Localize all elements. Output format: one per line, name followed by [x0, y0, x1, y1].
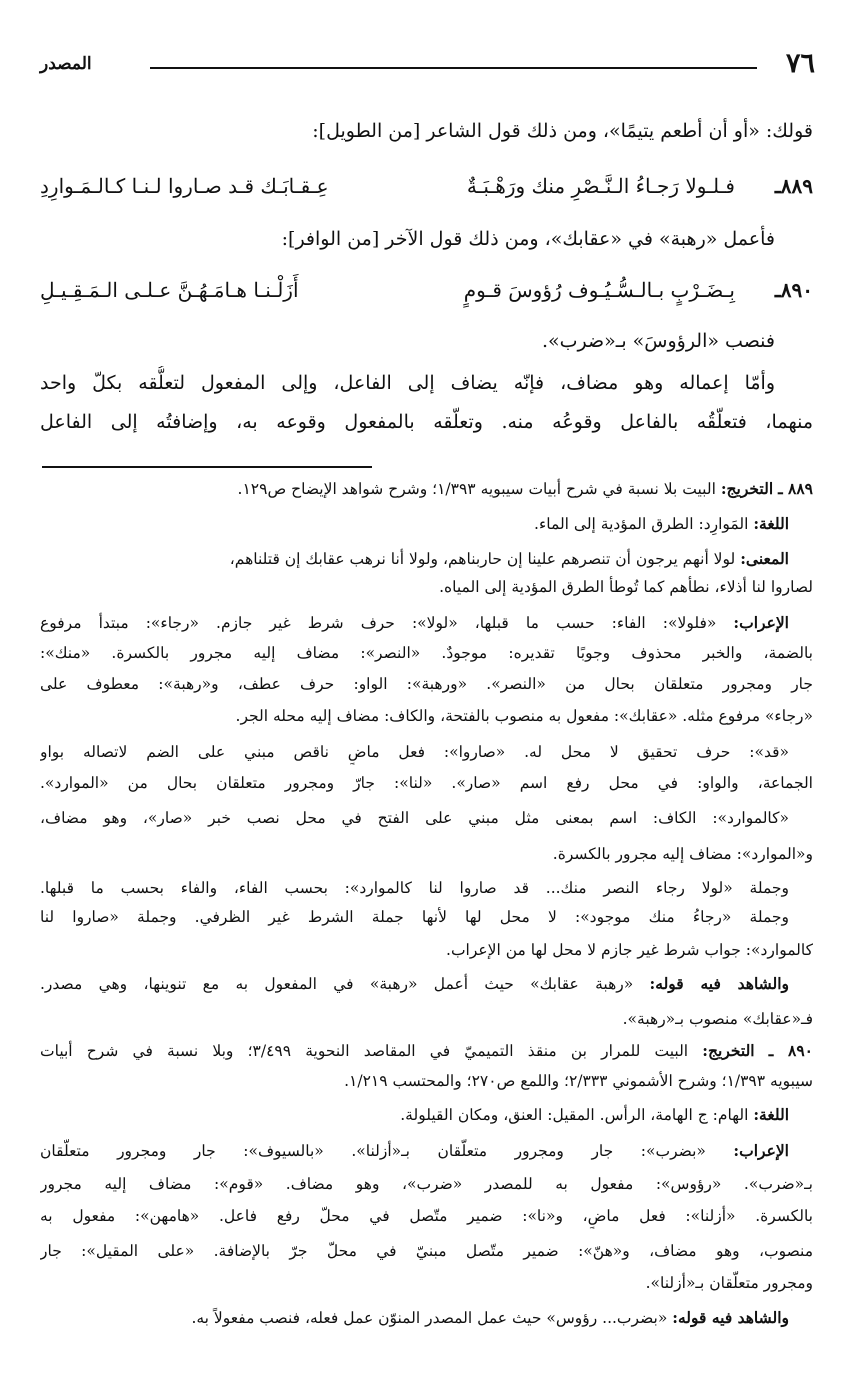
footnote-line: [40, 1138, 789, 1164]
footnote-line: بالكسرة. «أزلنا»: فعل ماضٍ، و«نا»: ضمير متّصل في محلّ رفع فاعل. «هامهن»: مفعول به: [40, 1207, 813, 1225]
verse-890: [40, 270, 813, 310]
footnote-line: وجملة «رجاءُ منك موجود»: لا محل لها لأنها جملة الشرط غير الظرفي. وجملة «صاروا لنا: [40, 908, 789, 926]
footnote-label: والشاهد فيه قوله:: [672, 1308, 789, 1327]
header-rule: [150, 67, 757, 69]
intro-line: قولك: «أو أن أطعم يتيمًا»، ومن ذلك قول الشاعر [من الطويل]:: [312, 120, 813, 142]
footnote-line: «قد»: حرف تحقيق لا محل له. «صاروا»: فعل ماضٍ ناقص مبني على الضم لاتصاله بواو: [40, 743, 789, 761]
footnote-line: [40, 1305, 789, 1331]
verse-hemistich-second: أَزَلْـنـا هـامَـهُـنَّ عـلـى الـمَـقِـيـلِ: [40, 278, 299, 302]
footnote-line: «كالموارد»: الكاف: اسم بمعنى مثل مبني على الفتح في محل نصب خبر «صار»، وهو مضاف،: [40, 809, 789, 827]
verse-number: ٨٩٠ـ: [774, 278, 813, 302]
footnote-number: ٨٩٠ ـ: [768, 1041, 813, 1060]
footnote-text: البيت بلا نسبة في شرح أبيات سيبويه ١/٣٩٣؛ وشرح شواهد الإيضاح ص١٢٩.: [237, 480, 716, 498]
commentary-line: فأعمل «رهبة» في «عقابك»، ومن ذلك قول الآخر [من الوافر]:: [281, 228, 775, 250]
footnote-line: وجملة «لولا رجاء النصر منك... قد صاروا لنا كالموارد»: بحسب الفاء، والفاء بحسب ما قبلها.: [40, 879, 789, 897]
footnote-text: «بضرب»: جار ومجرور متعلّقان بـ«أزلنا». «بالسيوف»: جار ومجرور متعلّقان: [40, 1142, 706, 1160]
footnote-line: ومجرور متعلّقان بـ«أزلنا».: [645, 1274, 813, 1292]
paragraph-line: منهما، فتعلّقُه بالفاعل وقوعُه منه. وتعلّقه بالمفعول وقوعه به، وإضافتُه إلى الفاعل: [40, 411, 813, 433]
footnote-text: المَوارِد: الطرق المؤدية إلى الماء.: [534, 515, 749, 533]
footnote-line: [40, 511, 789, 537]
footnote-text: «فلولا»: الفاء: حسب ما قبلها، «لولا»: حرف شرط غير جازم. «رجاء»: مبتدأ مرفوع: [40, 614, 717, 632]
footnote-label: المعنى:: [740, 549, 789, 568]
footnote-label: اللغة:: [753, 1105, 789, 1124]
footnote-text: الهام: ج الهامة، الرأس. المقيل: العنق، ومكان القيلولة.: [400, 1106, 749, 1124]
footnote-number: ٨٨٩ ـ: [778, 479, 813, 498]
footnote-line: [40, 546, 789, 572]
footnote-label: التخريج:: [702, 1041, 755, 1060]
verse-number: ٨٨٩ـ: [774, 174, 813, 198]
footnote-line: سيبويه ١/٣٩٣؛ وشرح الأشموني ٢/٣٣٣؛ واللمع ص٢٧٠؛ والمحتسب ١/٢١٩.: [344, 1072, 813, 1090]
commentary-line: فنصب «الرؤوسَ» بـ«ضرب».: [541, 330, 775, 352]
verse-hemistich-first: بِـضَـرْبٍ بـالـسُّـيُـوف رُؤوسَ قـومٍ: [463, 278, 735, 302]
footnote-line: منصوب، وهو مضاف، و«هنّ»: ضمير متّصل مبنيّ في محلّ جرّ بالإضافة. «على المقيل»: جار: [40, 1242, 813, 1260]
page-number: ٧٦: [785, 48, 815, 79]
footnote-line: بـ«ضرب». «رؤوس»: مفعول به للمصدر «ضرب»، وهو مضاف. «قوم»: مضاف إليه مجرور: [40, 1175, 813, 1193]
footnote-label: الإعراب:: [733, 1141, 789, 1160]
footnote-line: لصاروا لنا أذلاء، نطأهم كما تُوطأ الطرق المؤدية إلى المياه.: [439, 578, 813, 596]
footnote-line: [40, 476, 813, 502]
footnote-line: [40, 971, 789, 997]
footnote-line: «رجاء» مرفوع مثله. «عقابك»: مفعول به منصوب بالفتحة، والكاف: مضاف إليه محله الجر.: [235, 707, 813, 725]
footnote-label: التخريج:: [720, 479, 774, 498]
footnote-line: فـ«عقابك» منصوب بـ«رهبة».: [622, 1010, 813, 1028]
footnote-label: والشاهد فيه قوله:: [649, 974, 789, 993]
footnote-line: كالموارد»: جواب شرط غير جازم لا محل لها من الإعراب.: [446, 941, 813, 959]
footnote-text: لولا أنهم يرجون أن تنصرهم علينا إن حاربناهم، ولولا أنا نرهب عقابك إن قتلناهم،: [229, 550, 736, 568]
verse-hemistich-first: فـلـولا رَجـاءُ الـنَّـصْرِ منك ورَهْـبَـةٌ: [466, 174, 735, 198]
footnote-line: و«الموارد»: مضاف إليه مجرور بالكسرة.: [552, 845, 813, 863]
footnote-text: «بضرب... رؤوس» حيث عمل المصدر المنوّن عمل فعله، فنصب مفعولاً به.: [191, 1309, 668, 1327]
footnote-text: البيت للمرار بن منقذ التميميّ في المقاصد النحوية ٣/٤٩٩؛ وبلا نسبة في شرح أبيات: [40, 1042, 689, 1060]
footnote-separator: [42, 466, 372, 468]
verse-hemistich-second: عِـقـابَـك قـد صـاروا لـنـا كـالـمَـوارِدِ: [40, 174, 329, 198]
footnote-line: [40, 610, 789, 636]
paragraph-line: وأمّا إعماله وهو مضاف، فإنّه يضاف إلى الفاعل، وإلى المفعول لتعلُّقه بكلّ واحد: [40, 372, 775, 394]
verse-889: [40, 166, 813, 206]
footnote-label: الإعراب:: [733, 613, 789, 632]
footnote-line: [40, 1102, 789, 1128]
footnote-label: اللغة:: [753, 514, 789, 533]
footnote-line: الجماعة، والواو: في محل رفع اسم «صار». «لنا»: جارّ ومجرور متعلقان بحال من «الموارد».: [40, 774, 813, 792]
page-header: [40, 48, 815, 88]
footnote-line: جار ومجرور متعلقان بحال من «النصر». «ورهبة»: الواو: حرف عطف، و«رهبة»: معطوف على: [40, 675, 813, 693]
running-title: المصدر: [40, 54, 92, 74]
footnote-line: [40, 1038, 813, 1064]
footnote-line: بالضمة، والخبر محذوف وجوبًا تقديره: موجودٌ. «النصر»: مضاف إليه مجرور بالكسرة. «منك»:: [40, 644, 813, 662]
footnote-text: «رهبة عقابك» حيث أعمل «رهبة» في المفعول به مع تنوينها، وهي مصدر.: [40, 975, 634, 993]
